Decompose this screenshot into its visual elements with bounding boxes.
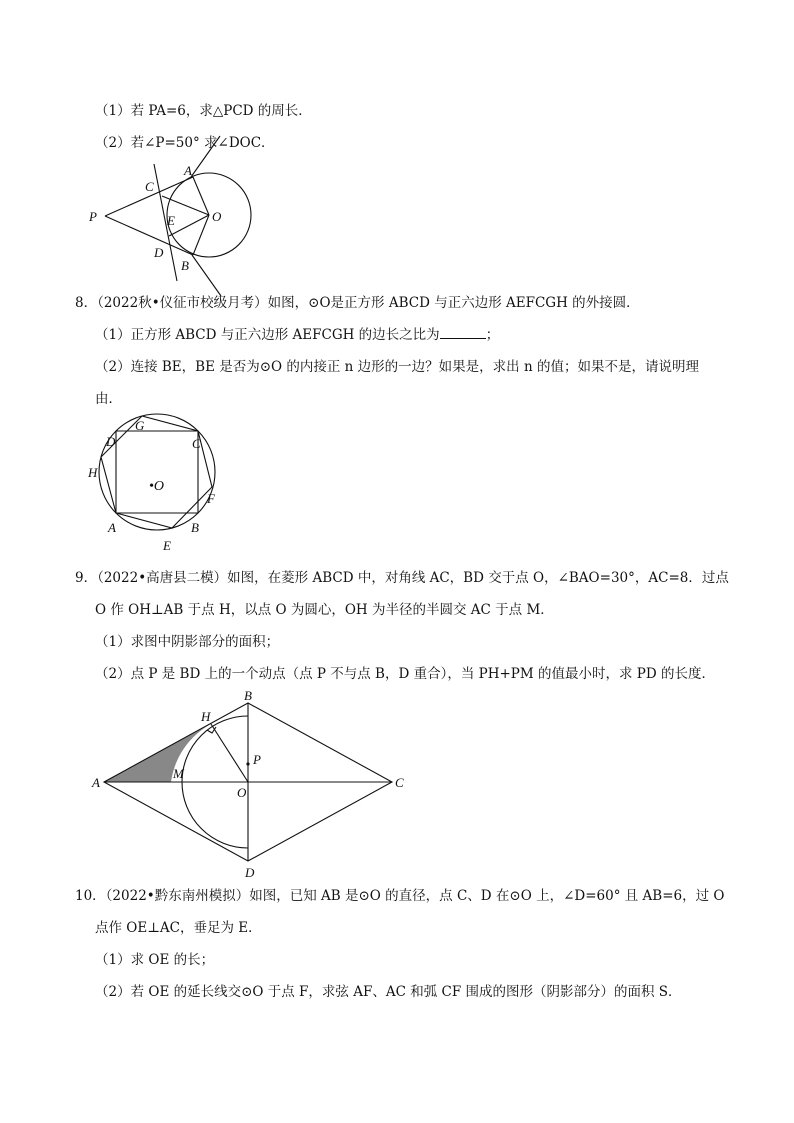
q8-label-g: G (135, 418, 145, 433)
q7-part2: （2）若∠P=50° 求∠DOC． (95, 135, 275, 151)
q8-label-f: F (207, 491, 215, 506)
q8-part1-end: ； (485, 327, 500, 343)
q8-label-e: E (163, 538, 171, 553)
q9-part1: （1）求图中阴影部分的面积； (95, 634, 280, 650)
q10-stem-line2: 点作 OE⊥AC，垂足为 E． (95, 920, 262, 936)
point-p (246, 762, 249, 765)
q7-label-o: O (212, 209, 222, 224)
q8-label-b: B (191, 520, 199, 535)
q8-part1-text: （1）正方形 ABCD 与正六边形 AEFCGH 的边长之比为 (95, 327, 440, 343)
q9-label-o: O (237, 785, 247, 800)
q7-label-p: P (89, 209, 97, 224)
q8-label-o: •O (149, 479, 165, 494)
q9-label-a: A (92, 775, 100, 790)
q7-label-c: C (145, 179, 154, 194)
q9-label-h: H (201, 709, 211, 724)
q7-label-d: D (154, 245, 164, 260)
q8-label-h: H (88, 465, 98, 480)
q9-label-c: C (395, 775, 404, 790)
q10-part2: （2）若 OE 的延长线交⊙O 于点 F，求弦 AF、AC 和弧 CF 围成的图形（阴影部分）的面积 S． (95, 984, 682, 1000)
q9-label-b: B (244, 688, 252, 703)
q9-label-d: D (245, 865, 255, 880)
q9-part2: （2）点 P 是 BD 上的一个动点（点 P 不与点 B，D 重合），当 PH+PM 的值最小时，求 PD 的长度． (95, 666, 715, 682)
q8-label-c: C (192, 436, 201, 451)
q10-part1: （1）求 OE 的长； (95, 952, 215, 968)
q7-label-e: E (167, 213, 175, 228)
q8-label-a: A (108, 520, 116, 535)
q8-label-d: D (106, 434, 116, 449)
q7-label-b: B (181, 258, 189, 273)
q7-part1: （1）若 PA=6，求△PCD 的周长． (95, 103, 312, 119)
q8-part2-line1: （2）连接 BE，BE 是否为⊙O 的内接正 n 边形的一边？如果是，求出 n 的值；如果不是，请说明理 (95, 359, 699, 375)
q9-label-m: M (173, 766, 184, 781)
q10-stem-line1: 10．（2022•黔东南州模拟）如图，已知 AB 是⊙O 的直径，点 C、D 在⊙O 上，∠D=60° 且 AB=6，过 O (75, 888, 725, 904)
q9-stem-line2: O 作 OH⊥AB 于点 H，以点 O 为圆心，OH 为半径的半圆交 AC 于点 M． (95, 602, 554, 618)
q8-part2-line2: 由． (95, 391, 122, 407)
q7-label-a: A (184, 163, 192, 178)
q9-label-p: P (253, 752, 261, 767)
q8-stem: 8．（2022秋•仪征市校级月考）如图，⊙O是正方形 ABCD 与正六边形 AEFCGH 的外接圆． (75, 295, 640, 311)
q9-stem-line1: 9．（2022•高唐县二模）如图，在菱形 ABCD 中，对角线 AC，BD 交于点 O，∠BAO=30°，AC=8．过点 (75, 570, 729, 586)
